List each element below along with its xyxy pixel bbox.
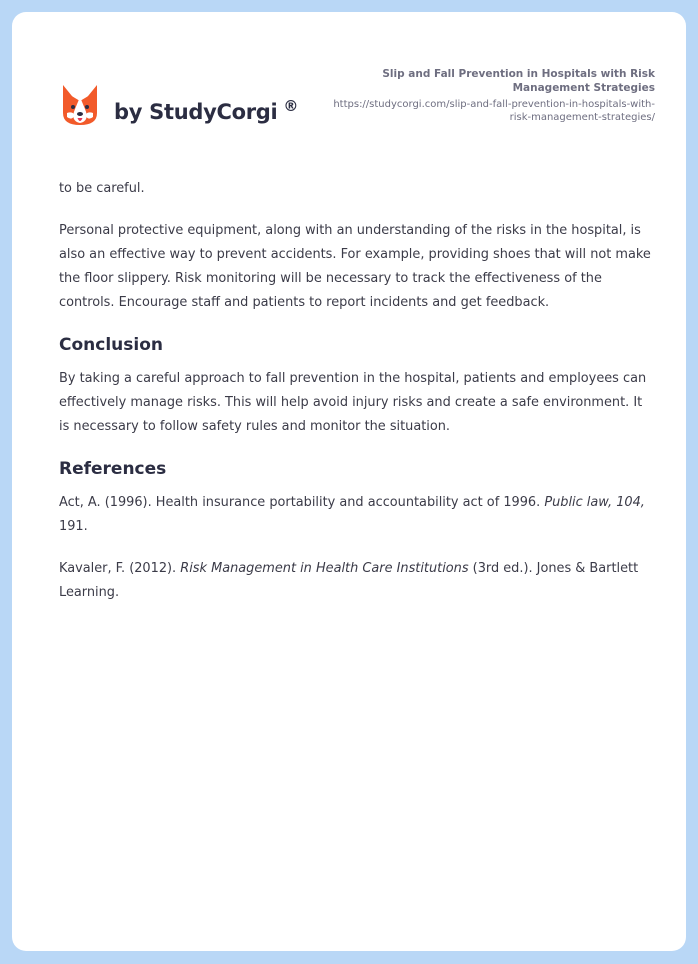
- conclusion-paragraph: By taking a careful approach to fall prevention in the hospital, patients and employees can effectively manage risks. This will help avoid injury risks and create a safe environment. It is necessary to follow safety rules and monitor the situation.: [59, 371, 647, 434]
- studycorgi-logo[interactable]: [60, 76, 298, 136]
- logo-text: by StudyCorgi: [114, 99, 278, 124]
- paragraph-ppe: Personal protective equipment, along with an understanding of the risks in the hospital, is also an effective way to prevent accidents. For example, providing shoes that will not make the floor slippery. Risk monitoring will be necessary to track the effectiveness of the controls. Encourage staff and patients to report incidents and get feedback.: [59, 223, 651, 310]
- intro-fragment: to be careful.: [59, 181, 145, 196]
- document-page: [12, 12, 686, 951]
- reference-entry-2: Kavaler, F. (2012). Risk Management in Health Care Institutions (3rd ed.). Jones & Bartlett Learning.: [59, 561, 639, 600]
- conclusion-heading: Conclusion: [59, 335, 163, 355]
- document-header: [315, 67, 655, 124]
- references-heading: References: [59, 459, 167, 479]
- document-title: Slip and Fall Prevention in Hospitals with Risk Management Strategies: [382, 68, 655, 94]
- logo-wordmark: [114, 97, 298, 124]
- reference-entry-1: Act, A. (1996). Health insurance portability and accountability act of 1996. Public law, 104, 191.: [59, 495, 645, 534]
- corgi-icon: [60, 83, 100, 129]
- registered-mark: ®: [283, 96, 299, 115]
- document-body: [59, 177, 656, 623]
- document-url[interactable]: https://studycorgi.com/slip-and-fall-prevention-in-hospitals-with-risk-management-strategies/: [333, 99, 655, 123]
